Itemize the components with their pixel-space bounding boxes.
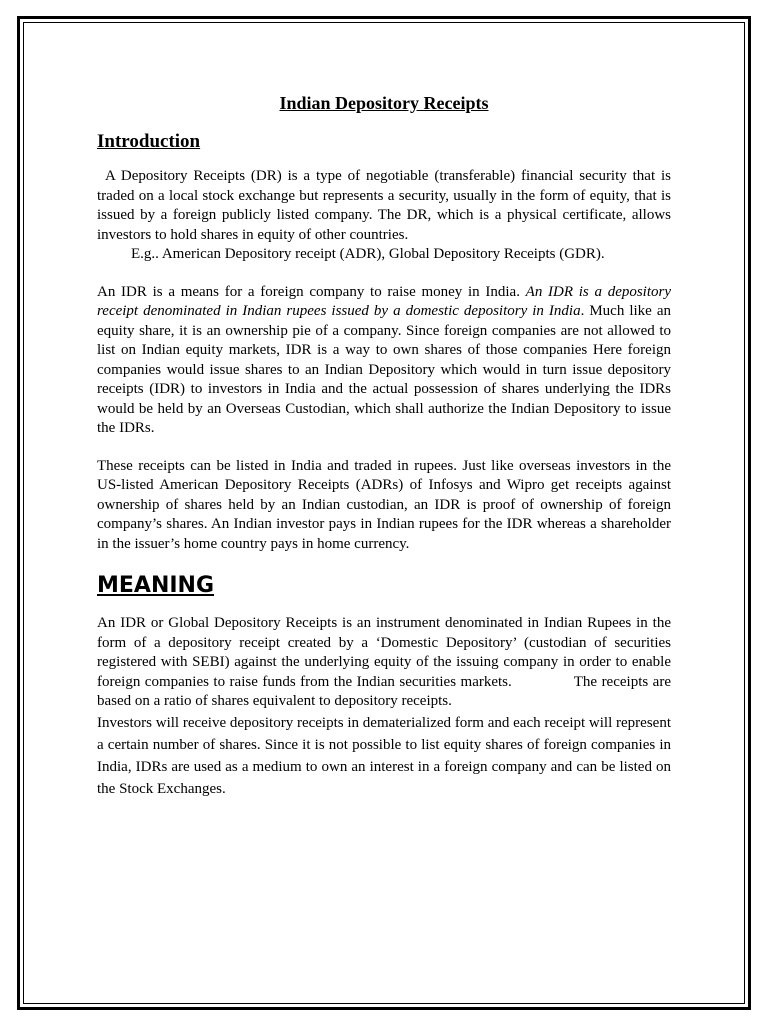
listing-paragraph: These receipts can be listed in India and traded in rupees. Just like overseas investors in the US-listed American Depository Receipts (ADRs) of Infosys and Wipro get receipts against ownership of shares held by an Indian custodian, an IDR is proof of ownership of foreign company’s shares. An Indian investor pays in Indian rupees for the IDR whereas a shareholder in the issuer’s home country pays in home currency.	[97, 457, 671, 552]
investors-paragraph: Investors will receive depository receipts in dematerialized form and each receipt will represent a certain number of shares. Since it is not possible to list equity shares of foreign companies in India, IDRs are used as a medium to own an interest in a foreign company and can be listed on the Stock Exchanges.	[97, 714, 671, 797]
idr-definition-rest: . Much like an equity share, it is an ownership pie of a company. Since foreign companies are not allowed to list on Indian equity markets, IDR is a way to own shares of those companies Here foreign companies would issue shares to an Indian Depository which would in turn issue depository receipts (IDR) to investors in India and the actual possession of shares underlying the IDRs would be held by an Overseas Custodian, which shall authorize the Indian Depository to issue the IDRs.	[97, 303, 671, 436]
meaning-paragraph-ratio: The receipts are based on a ratio of shares equivalent to depository receipts.	[97, 673, 671, 709]
document-body	[97, 92, 671, 800]
meaning-paragraph	[97, 614, 671, 712]
meaning-paragraph-main: An IDR or Global Depository Receipts is an instrument denominated in Indian Rupees in the form of a depository receipt created by a ‘Domestic Depository’ (custodian of securities registered with SEBI) against the underlying equity of the issuing company in order to enable foreign companies to raise funds from the Indian securities markets.	[97, 615, 671, 690]
introduction-heading: Introduction	[97, 131, 201, 152]
idr-definition-lead: An IDR is a means for a foreign company to raise money in India.	[97, 283, 520, 300]
idr-definition-italic: An IDR is a depository receipt denominated in Indian rupees issued by a domestic depository in India	[97, 283, 672, 319]
meaning-heading: MEANING	[97, 573, 215, 598]
intro-paragraph: A Depository Receipts (DR) is a type of negotiable (transferable) financial security that is traded on a local stock exchange but represents a security, usually in the form of equity, that is issued by a foreign publicly listed company. The DR, which is a physical certificate, allows investors to hold shares in equity of other countries.	[97, 168, 671, 243]
idr-definition-paragraph	[97, 283, 671, 439]
example-paragraph: E.g.. American Depository receipt (ADR), Global Depository Receipts (GDR).	[131, 246, 605, 262]
document-title: Indian Depository Receipts	[279, 93, 489, 113]
